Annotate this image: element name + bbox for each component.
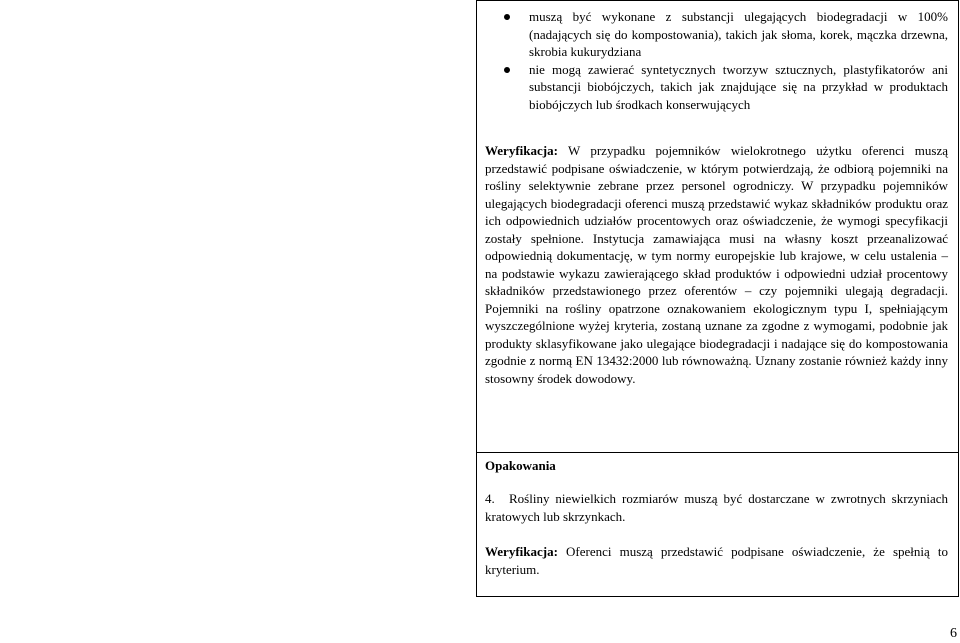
table-bottom-border [477,596,958,597]
table-top-border [477,0,958,1]
numbered-item-4 [485,490,948,525]
section-heading: Opakowania [485,458,556,473]
bullet-item: nie mogą zawierać syntetycznych tworzyw sztucznych, plastyfikatorów ani substancji biobójczych, takich jak znajdujące się na przykład w produktach biobójczych lub środkach konserwujących [485,61,948,114]
item-number: 4. [485,491,495,506]
requirements-bullet-list [485,8,948,113]
verification-paragraph-2 [485,543,948,578]
page-number: 6 [950,626,957,641]
bullet-item: muszą być wykonane z substancji ulegających biodegradacji w 100% (nadających się do kompostowania), takich jak słoma, korek, mączka drzewna, skrobia kukurydziana [485,8,948,61]
verification-text: Oferenci muszą przedstawić podpisane oświadczenie, że spełnią to kryterium. [485,544,948,577]
item-text: Rośliny niewielkich rozmiarów muszą być dostarczane w zwrotnych skrzyniach kratowych lub skrzynkach. [485,491,948,524]
table-row-divider [477,452,958,453]
verification-label: Weryfikacja: [485,143,558,158]
verification-paragraph-1 [485,142,948,387]
verification-label: Weryfikacja: [485,544,558,559]
verification-text: W przypadku pojemników wielokrotnego użytku oferenci muszą przedstawić podpisane oświadczenie, w którym potwierdzają, że odbiorą pojemniki na rośliny selektywnie zebrane przez personel ogrodniczy. W przypadku pojemników ulegających biodegradacji oferenci muszą przedstawić wykaz składników produktu oraz ich odpowiednich udziałów procentowych oraz oświadczenie, że wymogi specyfikacji zostały spełnione. Instytucja zamawiająca musi na własny koszt przeanalizować odpowiednią dokumentację, w tym normy europejskie lub krajowe, w celu ustalenia – na podstawie wykazu zawierającego skład produktów i odpowiedni udział procentowy składników przedstawionego przez oferentów – czy pojemniki ulegają degradacji. Pojemniki na rośliny opatrzone oznakowaniem ekologicznym typu I, spełniającym wyszczególnione wyżej kryteria, zostaną uznane za zgodne z wymogami, podobnie jak produkty sklasyfikowane jako ulegające biodegradacji i nadające się do kompostowania zgodnie z normą EN 13432:2000 lub równoważną. Uznany zostanie również każdy inny stosowny środek dowodowy. [485,143,948,386]
document-table [476,0,959,597]
